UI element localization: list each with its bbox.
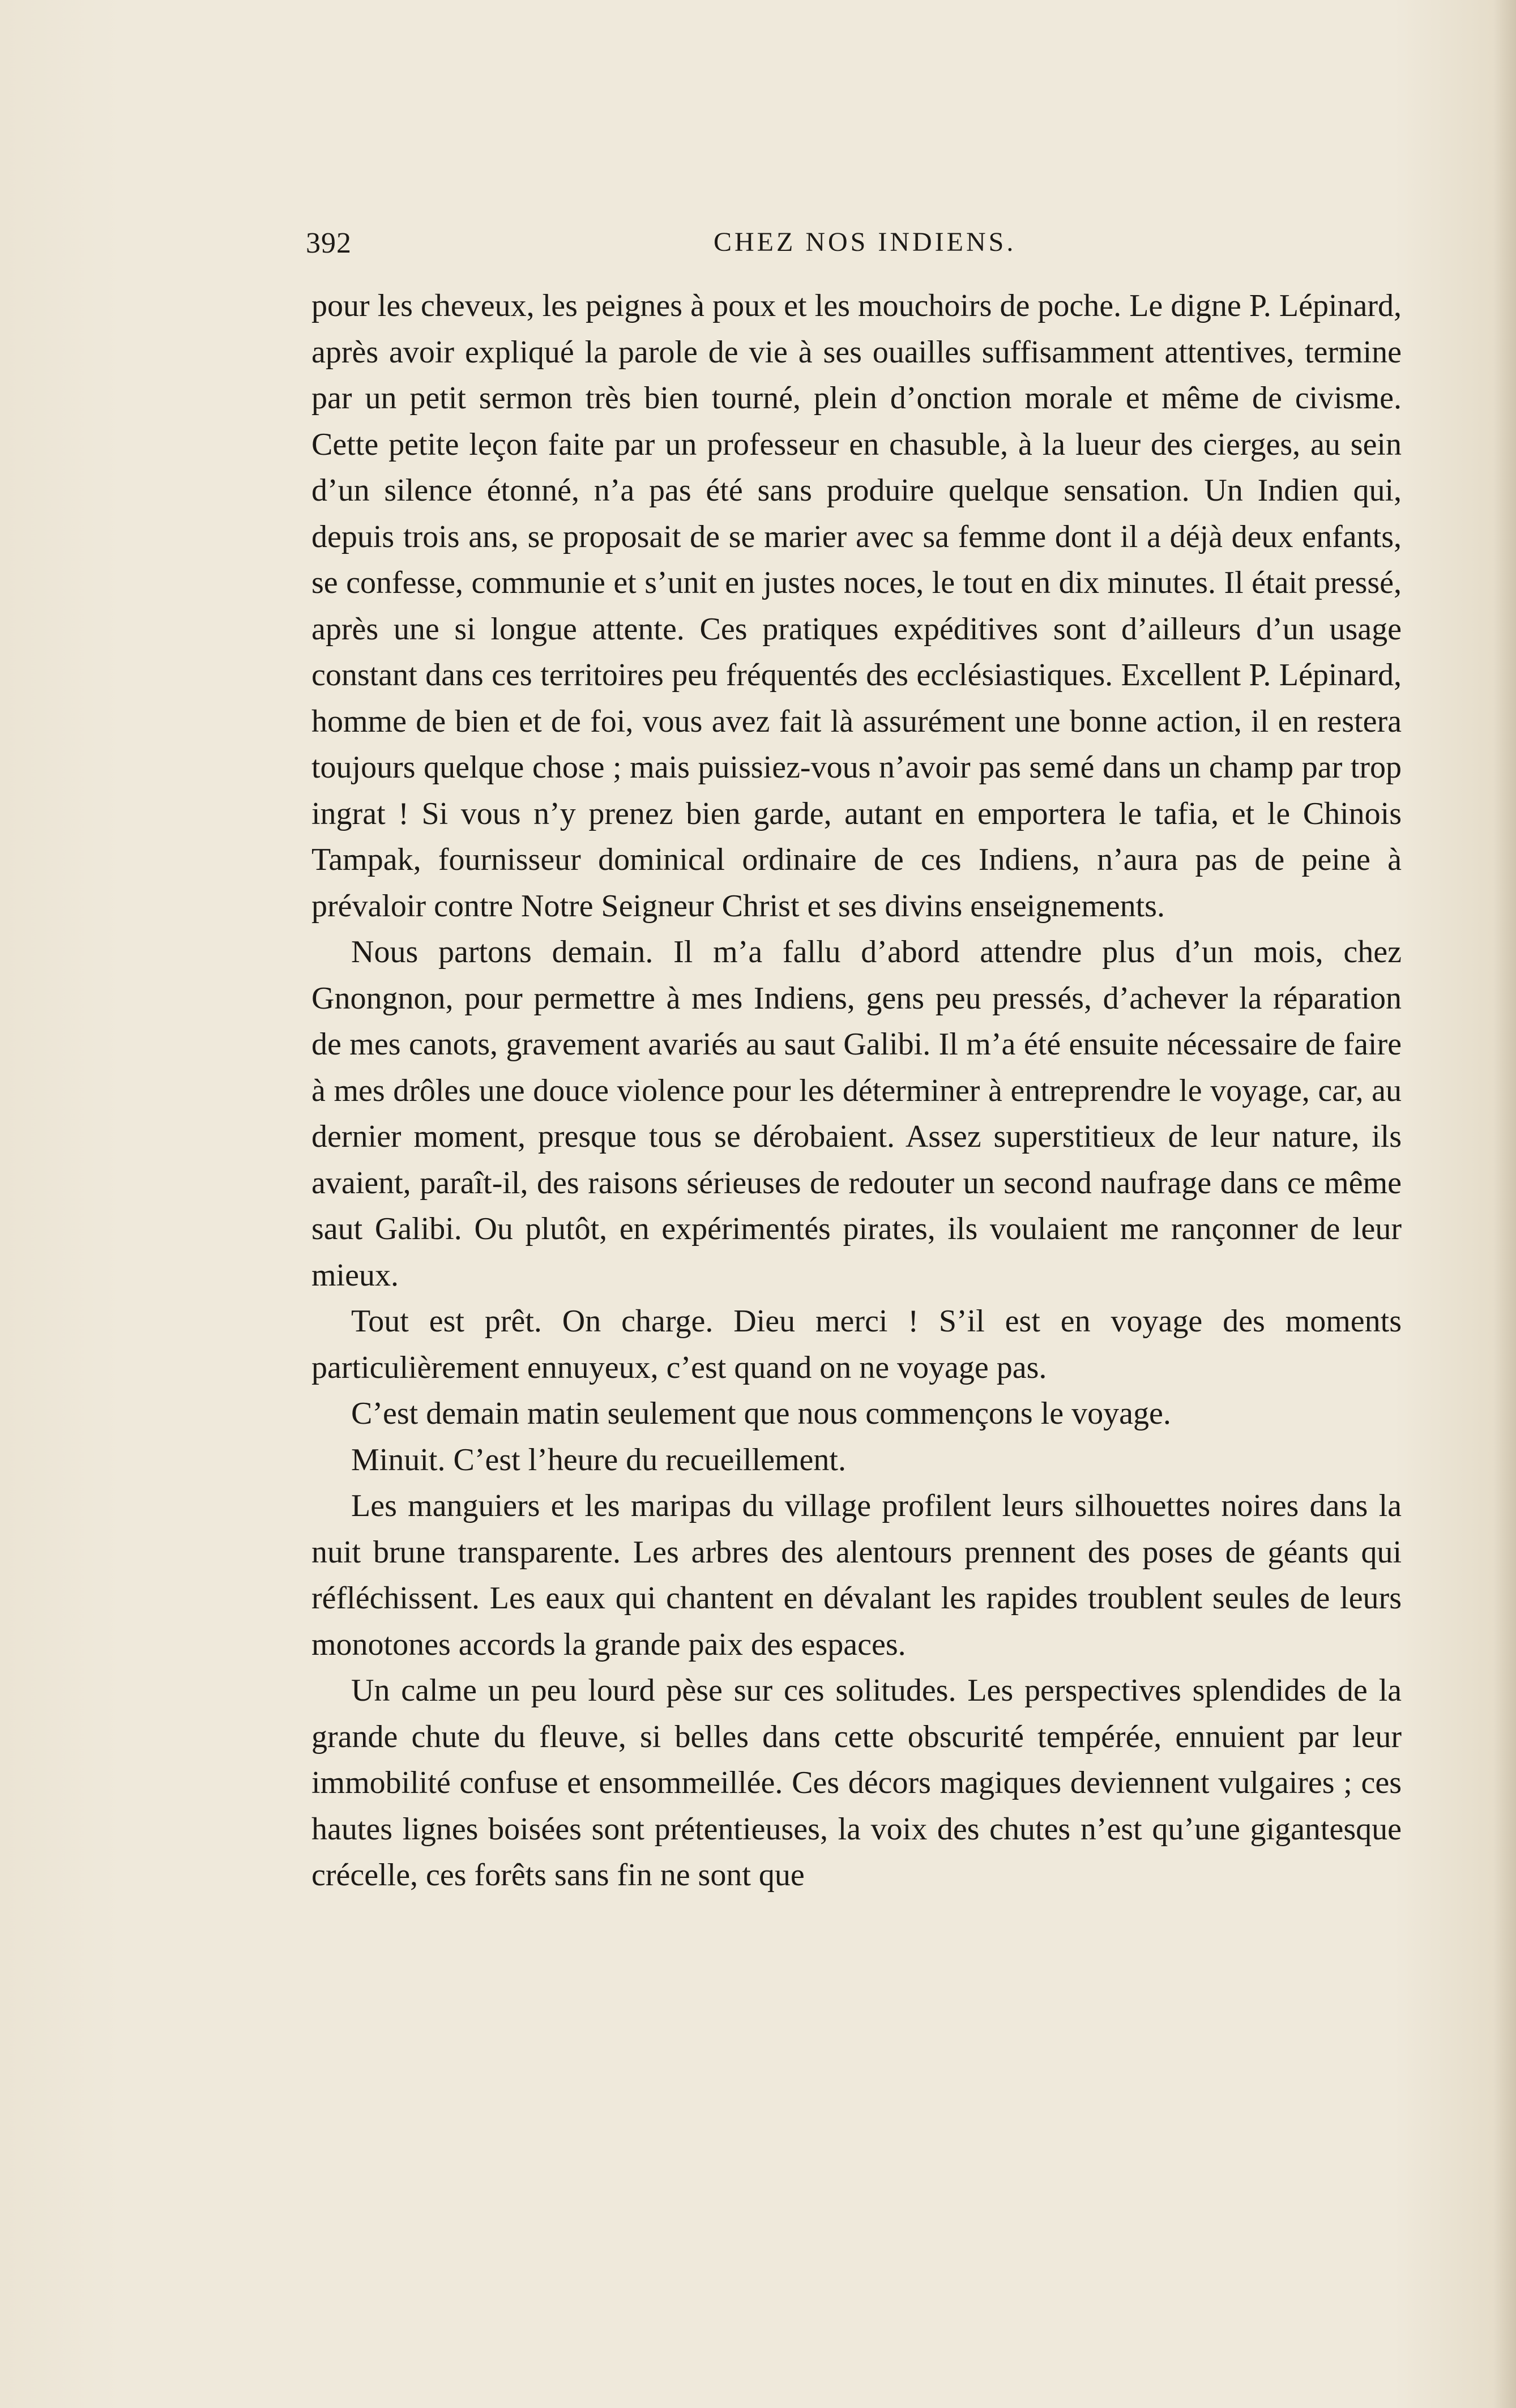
paragraph: C’est demain matin seulement que nous commençons le voyage. [351,1396,1171,1431]
body-text [311,283,1402,1899]
page-edge-shadow [1493,0,1516,2408]
paragraph: pour les cheveux, les peignes à poux et les mouchoirs de poche. Le digne P. Lépinard, après avoir expliqué la parole de vie à ses ouailles suffisamment attentives, termine par un petit sermon très bien tourné, plein d’onction morale et même de civisme. Cette petite leçon faite par un professeur en chasuble, à la lueur des cierges, au sein d’un silence étonné, n’a pas été sans produire quelque sensation. Un Indien qui, depuis trois ans, se proposait de se marier avec sa femme dont il a déjà deux enfants, se confesse, communie et s’unit en justes noces, le tout en dix minutes. Il était pressé, après une si longue attente. Ces pratiques expéditives sont d’ailleurs d’un usage constant dans ces territoires peu fréquentés des ecclésiastiques. Excellent P. Lépinard, homme de bien et de foi, vous avez fait là assurément une bonne action, il en restera toujours quelque chose ; mais puissiez-vous n’avoir pas semé dans un champ par trop ingrat ! Si vous n’y prenez bien garde, autant en emportera le tafia, et le Chinois Tampak, fournisseur dominical ordinaire de ces Indiens, n’aura pas de peine à prévaloir contre Notre Seigneur Christ et ses divins enseignements. [311,288,1402,924]
paragraph: Nous partons demain. Il m’a fallu d’abord attendre plus d’un mois, chez Gnongnon, pour permettre à mes Indiens, gens peu pressés, d’achever la réparation de mes canots, gravement avariés au saut Galibi. Il m’a été ensuite nécessaire de faire à mes drôles une douce violence pour les déterminer à entreprendre le voyage, car, au dernier moment, presque tous se dérobaient. Assez superstitieux de leur nature, ils avaient, paraît-il, des raisons sérieuses de redouter un second naufrage dans ce même saut Galibi. Ou plutôt, en expérimentés pirates, ils voulaient me rançonner de leur mieux. [311,934,1402,1293]
paragraph: Un calme un peu lourd pèse sur ces solitudes. Les perspectives splendides de la grande chute du fleuve, si belles dans cette obscurité tempérée, ennuient par leur immobilité confuse et ensommeillée. Ces décors magiques deviennent vulgaires ; ces hautes lignes boisées sont prétentieuses, la voix des chutes n’est qu’une gigantesque crécelle, ces forêts sans fin ne sont que [311,1673,1402,1893]
page-header [306,227,1393,272]
running-title: CHEZ NOS INDIENS. [714,227,1017,257]
paragraph: Les manguiers et les maripas du village profilent leurs silhouettes noires dans la nuit brune transparente. Les arbres des alentours prennent des poses de géants qui réfléchissent. Les eaux qui chantent en dévalant les rapides troublent seules de leurs monotones accords la grande paix des espaces. [311,1488,1402,1662]
page-number: 392 [306,227,352,259]
paragraph: Minuit. C’est l’heure du recueillement. [351,1442,846,1478]
paragraph: Tout est prêt. On charge. Dieu merci ! S’il est en voyage des moments particulièrement ennuyeux, c’est quand on ne voyage pas. [311,1304,1402,1385]
